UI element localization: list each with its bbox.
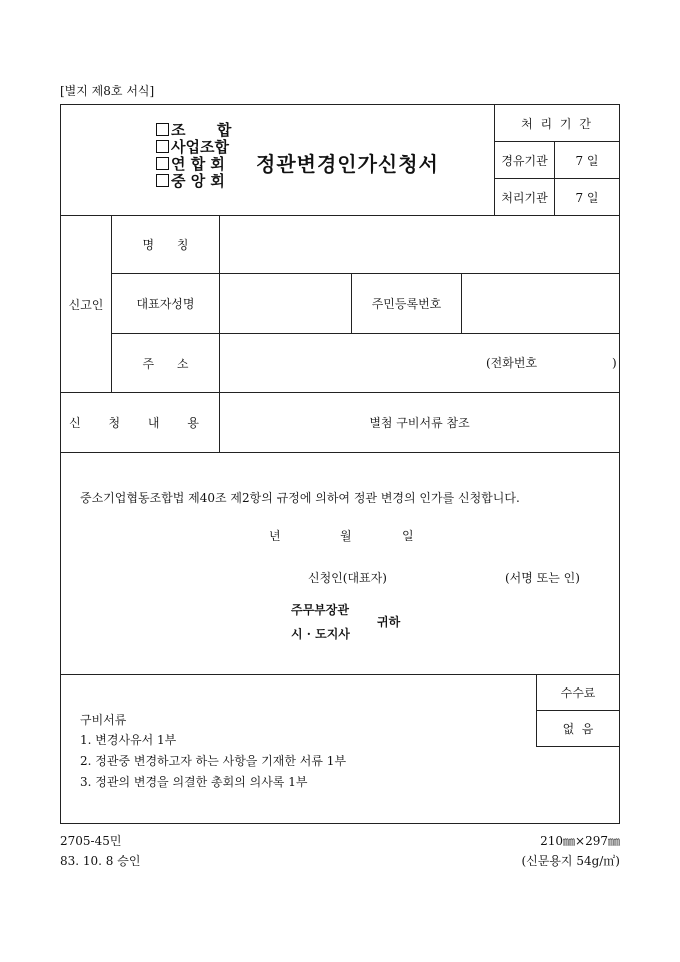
org-type-federation[interactable]: 연 합 회 <box>156 156 231 173</box>
fee-label: 수수료 <box>560 686 596 700</box>
addressee-governor: 시 · 도지사 <box>291 627 350 641</box>
rrn-field[interactable] <box>462 274 619 333</box>
docs-item-2: 2. 정관중 변경하고자 하는 사항을 기재한 서류 1부 <box>80 754 347 768</box>
representative-field[interactable] <box>220 274 351 333</box>
content-value: 별첨 구비서류 참조 <box>369 416 470 430</box>
date-day[interactable]: 일 <box>402 529 414 543</box>
name-field[interactable] <box>220 216 619 273</box>
docs-item-3: 3. 정관의 변경을 의결한 총회의 의사록 1부 <box>80 775 308 789</box>
content-label: 신 청 내 용 <box>69 416 211 430</box>
statement-text: 중소기업협동조합법 제40조 제2항의 규정에 의하여 정관 변경의 인가를 신청합니다. <box>80 491 520 505</box>
checkbox-icon[interactable] <box>156 174 169 187</box>
processing-agency-label: 처리기관 <box>501 190 548 205</box>
checkbox-icon[interactable] <box>156 123 169 136</box>
docs-header: 구비서류 <box>80 713 127 727</box>
sign-or-seal-label[interactable]: (서명 또는 인) <box>505 571 580 585</box>
org-type-business-union[interactable]: 사업조합 <box>156 139 231 156</box>
org-type-union[interactable]: 조 합 <box>156 122 231 139</box>
org-type-list <box>156 122 231 190</box>
paper-size: 210㎜×297㎜ <box>540 834 620 848</box>
form-code: 2705-45민 <box>60 834 122 848</box>
processing-agency-days: 7 일 <box>575 190 599 205</box>
honorific: 귀하 <box>377 615 401 629</box>
form-number: [별지 제8호 서식] <box>60 84 155 98</box>
applicant-group-label: 신고인 <box>68 297 104 312</box>
applicant-signature-label: 신청인(대표자) <box>308 571 387 585</box>
name-label: 명 칭 <box>142 238 189 252</box>
phone-label: (전화번호 <box>486 356 538 370</box>
paper-type: (신문용지 54g/㎡) <box>521 854 620 868</box>
via-agency-days: 7 일 <box>575 153 599 168</box>
org-type-central[interactable]: 중 앙 회 <box>156 173 231 190</box>
approval-date: 83. 10. 8 승인 <box>60 854 141 868</box>
rrn-label: 주민등록번호 <box>371 297 442 311</box>
addressee-minister: 주무부장관 <box>291 603 349 617</box>
date-month[interactable]: 월 <box>340 529 352 543</box>
checkbox-icon[interactable] <box>156 140 169 153</box>
checkbox-icon[interactable] <box>156 157 169 170</box>
phone-close: ) <box>612 356 617 370</box>
fee-value: 없 음 <box>562 722 594 736</box>
via-agency-label: 경유기관 <box>501 153 548 168</box>
period-header: 처 리 기 간 <box>521 116 593 131</box>
application-form <box>60 104 620 824</box>
docs-item-1: 1. 변경사유서 1부 <box>80 733 177 747</box>
address-label: 주 소 <box>142 356 189 371</box>
address-field[interactable] <box>220 334 470 392</box>
form-title: 정관변경인가신청서 <box>256 152 439 176</box>
date-year[interactable]: 년 <box>269 529 281 543</box>
representative-label: 대표자성명 <box>136 297 195 311</box>
